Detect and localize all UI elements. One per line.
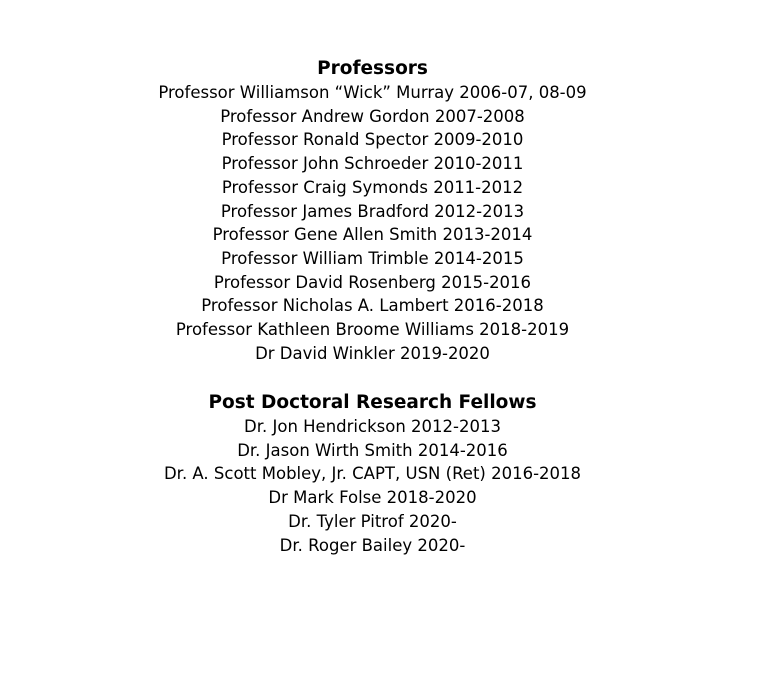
list-item: Professor David Rosenberg 2015-2016 bbox=[213, 272, 532, 292]
list-item: Professor Gene Allen Smith 2013-2014 bbox=[212, 225, 533, 245]
list-item: Professor Craig Symonds 2011-2012 bbox=[221, 177, 524, 197]
list-item: Professor William Trimble 2014-2015 bbox=[221, 248, 524, 268]
professors-section bbox=[0, 57, 745, 365]
list-item: Dr David Winkler 2019-2020 bbox=[255, 343, 490, 363]
list-item: Dr. A. Scott Mobley, Jr. CAPT, USN (Ret) 2016-2018 bbox=[163, 464, 582, 484]
list-item: Professor Nicholas A. Lambert 2016-2018 bbox=[201, 296, 544, 316]
professors-heading: Professors bbox=[317, 58, 428, 79]
fellows-section bbox=[0, 391, 745, 557]
list-item: Dr. Tyler Pitrof 2020- bbox=[288, 511, 457, 531]
list-item: Dr Mark Folse 2018-2020 bbox=[268, 488, 477, 508]
list-item: Professor Williamson “Wick” Murray 2006-07, 08-09 bbox=[158, 83, 587, 102]
professors-list bbox=[0, 81, 745, 365]
list-item: Professor Kathleen Broome Williams 2018-2019 bbox=[175, 320, 570, 340]
list-item: Dr. Roger Bailey 2020- bbox=[279, 535, 466, 555]
list-item: Professor John Schroeder 2010-2011 bbox=[221, 154, 524, 174]
list-item: Professor James Bradford 2012-2013 bbox=[220, 201, 525, 221]
fellows-list bbox=[0, 415, 745, 557]
list-item: Professor Andrew Gordon 2007-2008 bbox=[220, 106, 525, 126]
fellows-heading: Post Doctoral Research Fellows bbox=[208, 392, 537, 413]
list-item: Dr. Jason Wirth Smith 2014-2016 bbox=[237, 440, 508, 460]
list-item: Dr. Jon Hendrickson 2012-2013 bbox=[244, 417, 501, 436]
list-item: Professor Ronald Spector 2009-2010 bbox=[221, 130, 524, 150]
